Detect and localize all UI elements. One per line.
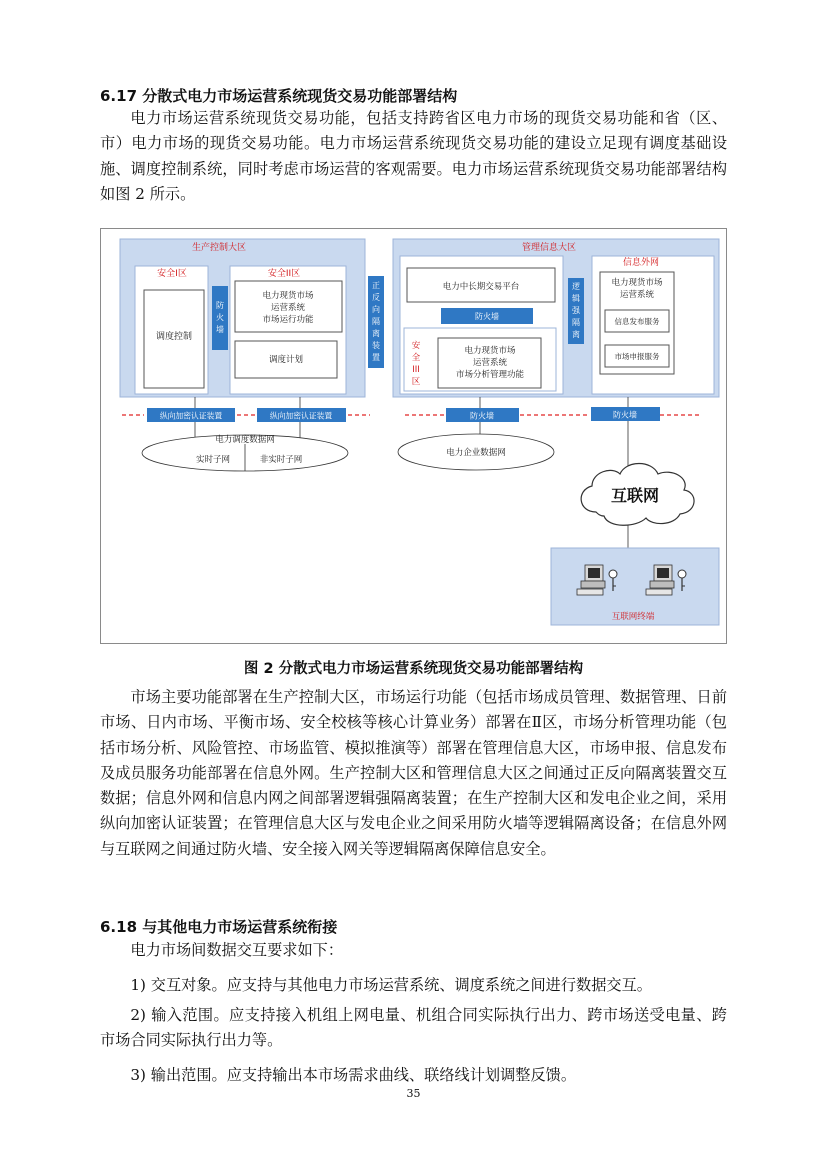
logic-isolation-char-5: 离 — [572, 330, 580, 339]
page-number: 35 — [406, 1087, 421, 1100]
requirement-item-1: 1) 交互对象。应支持与其他电力市场运营系统、调度系统之间进行数据交互。 — [130, 976, 652, 994]
safe-zone-1-title: 安全I区 — [157, 269, 187, 279]
encrypt-device-1-label: 纵向加密认证装置 — [159, 411, 223, 421]
analysis-line-2: 运营系统 — [472, 358, 508, 368]
logic-isolation-char-3: 强 — [572, 306, 580, 315]
realtime-subnet-label: 实时子网 — [195, 455, 231, 465]
requirement-item-3: 3) 输出范围。应支持输出本市场需求曲线、联络线计划调整反馈。 — [130, 1066, 577, 1084]
logic-isolation-char-1: 逻 — [572, 282, 580, 291]
isolation-char-6: 装 — [372, 341, 380, 350]
safe-zone-3-char-4: 区 — [411, 377, 421, 387]
outer-system-line-2: 运营系统 — [619, 290, 655, 300]
dispatch-plan-label: 调度计划 — [268, 355, 304, 365]
dispatch-network-label: 电力调度数据网 — [215, 435, 275, 445]
spot-system-line-2: 运营系统 — [270, 303, 306, 313]
isolation-char-4: 隔 — [372, 317, 380, 326]
internet-label: 互联网 — [610, 486, 660, 505]
enterprise-network-label: 电力企业数据网 — [446, 448, 506, 458]
firewall-vertical-char-1: 防 — [216, 301, 224, 310]
spot-system-line-1: 电力现货市场 — [262, 291, 314, 301]
nonrealtime-subnet-label: 非实时子网 — [259, 455, 303, 465]
encrypt-device-2-label: 纵向加密认证装置 — [269, 411, 333, 421]
isolation-char-5: 离 — [372, 329, 380, 338]
logic-isolation-char-4: 隔 — [572, 318, 580, 327]
isolation-char-3: 向 — [372, 305, 380, 314]
firewall-vertical-char-2: 火 — [216, 313, 224, 322]
isolation-char-2: 反 — [372, 293, 380, 302]
spot-system-line-3: 市场运行功能 — [262, 315, 314, 325]
internet-terminal-label: 互联网终端 — [611, 612, 655, 622]
deployment-description-paragraph: 市场主要功能部署在生产控制大区，市场运行功能（包括市场成员管理、数据管理、日前市场、日内市场、平衡市场、安全校核等核心计算业务）部署在Ⅱ区，市场分析管理功能（包括市场分析、风险管控、市场监管、模拟推演等）部署在管理信息大区，市场申报、信息发布及成员服务功能部署在信息外网。生产控制大区和管理信息大区之间通过正反向隔离装置交互数据；信息外网和信息内网之间部署逻辑强隔离装置；在生产控制大区和发电企业之间，采用纵向加密认证装置；在管理信息大区与发电企业之间采用防火墙等逻辑隔离设备；在信息外网与互联网之间通过防火墙、安全接入网关等逻辑隔离保障信息安全。 — [100, 688, 727, 858]
market-declare-label: 市场申报服务 — [614, 352, 660, 361]
figure-caption: 图 2 分散式电力市场运营系统现货交易功能部署结构 — [243, 661, 584, 677]
firewall-vertical-char-3: 墙 — [216, 325, 224, 334]
section-6-18-intro: 电力市场间数据交互要求如下： — [130, 941, 344, 959]
info-outer-title: 信息外网 — [622, 258, 660, 268]
isolation-char-7: 置 — [372, 353, 380, 362]
management-zone-title: 管理信息大区 — [521, 243, 577, 253]
firewall-inner-label: 防火墙 — [475, 312, 499, 321]
dispatch-control-label: 调度控制 — [155, 332, 193, 342]
safe-zone-3-char-2: 全 — [411, 353, 421, 363]
requirement-item-2: 2) 输入范围。应支持接入机组上网电量、机组合同实际执行出力、跨市场送受电量、跨市场合同实际执行出力等。 — [100, 1006, 727, 1050]
firewall-3-label: 防火墙 — [613, 410, 637, 420]
section-6-18-heading: 6.18 与其他电力市场运营系统衔接 — [100, 918, 338, 936]
section-6-17-heading: 6.17 分散式电力市场运营系统现货交易功能部署结构 — [100, 87, 458, 105]
deployment-diagram — [100, 228, 727, 644]
section-6-17-paragraph: 电力市场运营系统现货交易功能，包括支持跨省区电力市场的现货交易功能和省（区、市）电力市场的现货交易功能。电力市场运营系统现货交易功能的建设立足现有调度基础设施、调度控制系统，同时考虑市场运营的客观需要。电力市场运营系统现货交易功能部署结构如图 2 所示。 — [100, 109, 727, 203]
production-zone-title: 生产控制大区 — [191, 243, 247, 253]
mid-long-platform-label: 电力中长期交易平台 — [442, 282, 520, 292]
analysis-line-3: 市场分析管理功能 — [455, 370, 525, 380]
firewall-2-label: 防火墙 — [470, 411, 494, 421]
safe-zone-3-char-1: 安 — [411, 341, 421, 351]
safe-zone-2-title: 安全II区 — [267, 269, 301, 279]
outer-system-line-1: 电力现货市场 — [611, 278, 663, 288]
isolation-char-1: 正 — [372, 281, 380, 290]
logic-isolation-char-2: 辑 — [572, 294, 580, 303]
safe-zone-3-char-3: III — [412, 365, 420, 375]
analysis-line-1: 电力现货市场 — [464, 346, 516, 356]
info-publish-label: 信息发布服务 — [614, 317, 660, 326]
